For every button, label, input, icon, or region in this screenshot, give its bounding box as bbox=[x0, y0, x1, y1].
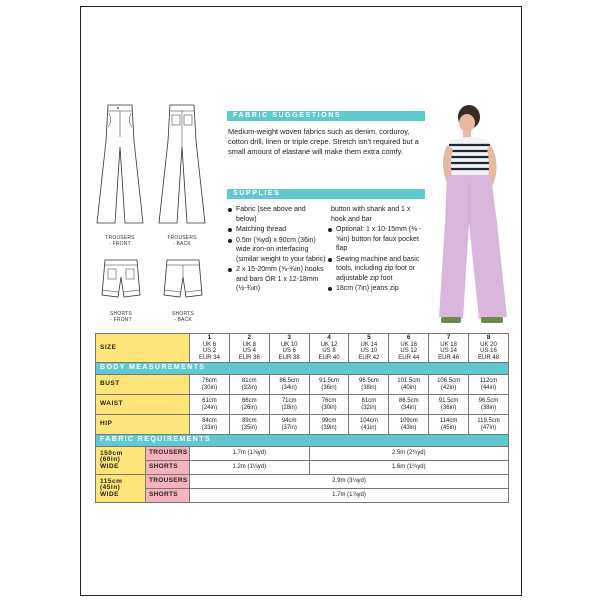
size-cell bbox=[229, 334, 269, 363]
trousers-back-drawing bbox=[157, 101, 207, 229]
measurement-value: (45in) bbox=[440, 424, 457, 431]
size-number: 2 bbox=[247, 334, 252, 341]
fabric-width-text: (45in) bbox=[100, 484, 121, 492]
measurement-value: 76cm bbox=[321, 398, 337, 404]
measurement-cell bbox=[190, 375, 230, 395]
table-row bbox=[96, 447, 509, 461]
measurement-value: 76cm bbox=[202, 378, 217, 384]
flat-label-shorts-back: SHORTS - BACK bbox=[172, 311, 194, 323]
size-code: UK 12 bbox=[320, 341, 338, 348]
size-code: US 14 bbox=[440, 348, 457, 354]
measurement-label: BUST bbox=[96, 375, 190, 395]
size-code: US 16 bbox=[480, 348, 497, 354]
measurement-value: (24in) bbox=[201, 404, 218, 411]
measurement-value: 96.5cm bbox=[478, 398, 499, 404]
flat-label-trousers-front: TROUSERS - FRONT bbox=[105, 235, 135, 247]
measurement-value: (34in) bbox=[401, 404, 417, 411]
size-number: 5 bbox=[367, 334, 371, 341]
size-code: UK 10 bbox=[280, 341, 298, 348]
body-measurements-heading: BODY MEASUREMENTS bbox=[96, 363, 509, 375]
table-row bbox=[96, 415, 509, 435]
supplies-list-left bbox=[227, 205, 327, 295]
size-code: UK 8 bbox=[242, 341, 256, 348]
measurement-value: (39in) bbox=[321, 424, 337, 431]
measurement-value: 89cm bbox=[241, 418, 257, 424]
measurement-value: (40in) bbox=[401, 384, 417, 391]
measurement-value: 91.5cm bbox=[319, 378, 339, 384]
measurement-value: (37in) bbox=[281, 424, 297, 431]
supply-item: Sewing machine and basic tools, including zip foot or adjustable zip foot bbox=[327, 255, 427, 284]
measurement-cell bbox=[269, 375, 309, 395]
supply-item: 0.5m (⅝yd) x 90cm (36in) wide iron-on interfacing (similar weight to your fabric) bbox=[227, 236, 327, 265]
size-code: US 2 bbox=[202, 348, 217, 354]
measurement-value: (41in) bbox=[361, 424, 377, 431]
size-code: UK 18 bbox=[440, 341, 457, 348]
measurement-value: 96.5cm bbox=[359, 378, 379, 384]
measurement-cell bbox=[229, 375, 269, 395]
size-code: EUR 44 bbox=[398, 354, 420, 361]
size-code: EUR 48 bbox=[478, 354, 500, 361]
technical-drawings bbox=[95, 101, 215, 331]
measurement-cell bbox=[389, 375, 429, 395]
size-code: EUR 34 bbox=[198, 354, 220, 361]
size-cell bbox=[389, 334, 429, 363]
garment-label: TROUSERS bbox=[146, 447, 190, 461]
fabric-requirements-heading-row bbox=[96, 435, 509, 447]
measurement-cell bbox=[229, 395, 269, 415]
size-code: UK 14 bbox=[360, 341, 378, 348]
garment-label: SHORTS bbox=[146, 461, 190, 475]
measurement-cell bbox=[389, 395, 429, 415]
size-cell bbox=[469, 334, 509, 363]
size-code: EUR 46 bbox=[438, 354, 460, 361]
shorts-back-drawing bbox=[159, 257, 207, 305]
measurement-value: (43in) bbox=[401, 424, 417, 431]
garment-label: TROUSERS bbox=[146, 475, 190, 489]
measurement-value: 119.5cm bbox=[477, 418, 500, 424]
fabric-suggestions-heading: FABRIC SUGGESTIONS bbox=[227, 111, 425, 121]
supply-item: 2 x 15-20mm (⅝-¾in) hooks and bars OR 1 x 12-18mm (½-¾in) bbox=[227, 265, 327, 294]
measurement-value: 71cm bbox=[281, 398, 297, 404]
size-code: EUR 36 bbox=[238, 354, 260, 361]
measurement-cell bbox=[469, 375, 509, 395]
table-row bbox=[96, 489, 509, 503]
measurement-value: 109cm bbox=[399, 418, 418, 424]
size-label: SIZE bbox=[96, 334, 190, 363]
flat-label-trousers-back: TROUSERS - BACK bbox=[167, 235, 197, 247]
fabric-width-text: (60in) bbox=[100, 456, 121, 464]
supply-item: Fabric (see above and below) bbox=[227, 205, 327, 224]
measurement-value: (38in) bbox=[480, 404, 497, 411]
fabric-requirements-heading: FABRIC REQUIREMENTS bbox=[96, 435, 509, 447]
fabric-width-label bbox=[96, 475, 146, 503]
measurement-value: (26in) bbox=[241, 404, 257, 411]
measurement-cell bbox=[229, 415, 269, 435]
measurement-value: (32in) bbox=[241, 384, 257, 391]
measurement-cell bbox=[269, 415, 309, 435]
measurement-value: 84cm bbox=[202, 418, 217, 424]
measurement-cell bbox=[429, 415, 469, 435]
measurement-value: (33in) bbox=[201, 424, 218, 431]
size-cell bbox=[349, 334, 389, 363]
measurement-value: (35in) bbox=[241, 424, 257, 431]
supply-item: 18cm (7in) jeans zip bbox=[327, 284, 427, 294]
measurement-cell bbox=[269, 395, 309, 415]
size-number: 8 bbox=[486, 334, 491, 341]
measurement-label: WAIST bbox=[96, 395, 190, 415]
measurement-cell bbox=[429, 395, 469, 415]
supply-item: Matching thread bbox=[227, 225, 327, 235]
size-chart-table bbox=[95, 333, 509, 503]
measurement-value: 91.5cm bbox=[438, 398, 459, 404]
measurement-cell bbox=[309, 415, 349, 435]
measurement-value: 104cm bbox=[359, 418, 378, 424]
measurement-cell bbox=[469, 415, 509, 435]
fabric-amount-cell: 1.6m (1¾yd) bbox=[309, 461, 508, 475]
measurement-cell bbox=[349, 395, 389, 415]
measurement-value: 81cm bbox=[361, 398, 377, 404]
measurement-cell bbox=[349, 415, 389, 435]
size-code: US 6 bbox=[282, 348, 296, 354]
measurement-value: 81cm bbox=[241, 378, 257, 384]
measurement-cell bbox=[190, 395, 230, 415]
size-code: EUR 42 bbox=[358, 354, 380, 361]
fabric-width-text: 115cm bbox=[100, 477, 123, 485]
size-cell bbox=[309, 334, 349, 363]
measurement-value: (30in) bbox=[321, 404, 337, 411]
measurement-value: (38in) bbox=[361, 384, 377, 391]
size-code: US 12 bbox=[400, 348, 418, 354]
measurement-value: (36in) bbox=[321, 384, 337, 391]
model-photo bbox=[431, 103, 511, 329]
measurement-value: 99cm bbox=[321, 418, 337, 424]
measurement-value: 61cm bbox=[202, 398, 217, 404]
size-number: 3 bbox=[287, 334, 291, 341]
measurement-value: 86.5cm bbox=[279, 378, 299, 384]
size-code: US 4 bbox=[242, 348, 256, 354]
measurement-value: (34in) bbox=[281, 384, 297, 391]
size-number: 7 bbox=[446, 334, 451, 341]
measurement-value: 112cm bbox=[479, 378, 498, 384]
measurement-value: (42in) bbox=[440, 384, 457, 391]
size-code: UK 6 bbox=[202, 341, 217, 348]
fabric-amount-cell: 1.2m (1⅓yd) bbox=[190, 461, 310, 475]
measurement-value: 66cm bbox=[241, 398, 257, 404]
trousers-front-drawing bbox=[95, 101, 145, 229]
measurement-cell bbox=[190, 415, 230, 435]
measurement-value: 106.5cm bbox=[437, 378, 461, 384]
fabric-width-text: WIDE bbox=[100, 462, 119, 470]
measurement-value: 114cm bbox=[439, 418, 458, 424]
table-row bbox=[96, 475, 509, 489]
shorts-front-drawing bbox=[97, 257, 145, 305]
fabric-amount-cell: 2.5m (2¾yd) bbox=[309, 447, 508, 461]
measurement-cell bbox=[309, 395, 349, 415]
table-row bbox=[96, 461, 509, 475]
table-row bbox=[96, 375, 509, 395]
measurement-value: 101.5cm bbox=[397, 378, 421, 384]
measurement-value: (47in) bbox=[480, 424, 497, 431]
pattern-sheet bbox=[80, 6, 522, 596]
measurement-value: (44in) bbox=[480, 384, 497, 391]
measurement-value: (32in) bbox=[361, 404, 377, 411]
measurement-label: HIP bbox=[96, 415, 190, 435]
measurement-value: 86.5cm bbox=[398, 398, 419, 404]
measurement-cell bbox=[349, 375, 389, 395]
size-code: UK 16 bbox=[400, 341, 418, 348]
measurement-value: (28in) bbox=[281, 404, 297, 411]
fabric-width-text: 150cm bbox=[100, 449, 123, 457]
size-code: UK 20 bbox=[480, 341, 497, 348]
size-code: US 8 bbox=[322, 348, 336, 354]
size-cell bbox=[190, 334, 230, 363]
size-code: EUR 38 bbox=[278, 354, 300, 361]
measurement-cell bbox=[469, 395, 509, 415]
flat-label-shorts-front: SHORTS - FRONT bbox=[110, 311, 132, 323]
size-cell bbox=[269, 334, 309, 363]
supplies-list-right bbox=[327, 225, 427, 295]
size-cell bbox=[429, 334, 469, 363]
measurement-cell bbox=[429, 375, 469, 395]
size-number: 1 bbox=[207, 334, 212, 341]
measurement-value: (30in) bbox=[201, 384, 218, 391]
size-code: EUR 40 bbox=[318, 354, 340, 361]
fabric-amount-cell: 1.7m (1⅞yd) bbox=[190, 489, 509, 503]
fabric-width-text: WIDE bbox=[100, 490, 119, 498]
size-code: US 10 bbox=[360, 348, 378, 354]
fabric-width-label bbox=[96, 447, 146, 475]
measurement-cell bbox=[309, 375, 349, 395]
supply-item: Optional: 1 x 10-15mm (⅜ - ⅝in) button for faux pocket flap bbox=[327, 225, 427, 254]
body-measurements-heading-row bbox=[96, 363, 509, 375]
supplies-continued: button with shank and 1 x hook and bar bbox=[331, 206, 411, 223]
size-row bbox=[96, 334, 509, 363]
fabric-amount-cell: 2.9m (3⅛yd) bbox=[190, 475, 509, 489]
measurement-value: 94cm bbox=[281, 418, 297, 424]
measurement-value: (36in) bbox=[440, 404, 457, 411]
garment-label: SHORTS bbox=[146, 489, 190, 503]
table-row bbox=[96, 395, 509, 415]
fabric-amount-cell: 1.7m (1⅞yd) bbox=[190, 447, 310, 461]
size-number: 6 bbox=[406, 334, 411, 341]
fabric-suggestions-text: Medium-weight woven fabrics such as denim, corduroy, cotton drill, linen or triple crepe. Stretch isn't required but a small amount of elastane will make them extra comfy. bbox=[228, 127, 419, 156]
measurement-cell bbox=[389, 415, 429, 435]
size-number: 4 bbox=[327, 334, 331, 341]
supplies-heading: SUPPLIES bbox=[227, 189, 425, 199]
